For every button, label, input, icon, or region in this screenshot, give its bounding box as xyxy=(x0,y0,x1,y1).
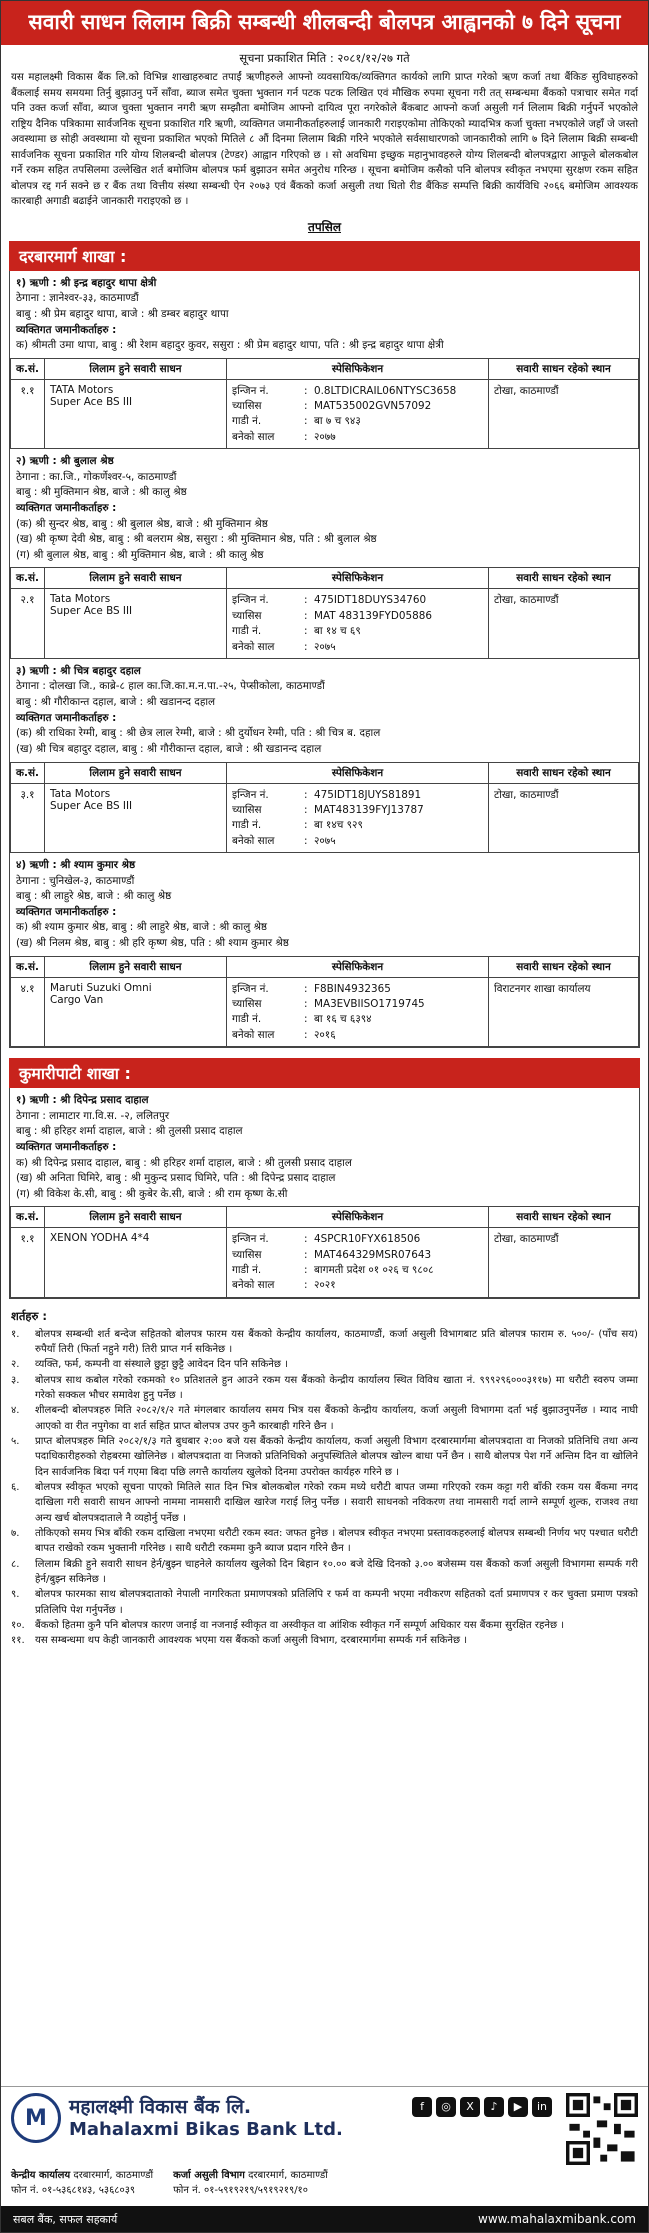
borrower-info-line: बाबु : श्री हरिहर शर्मा दाहाल, बाजे : श्री तुलसी प्रसाद दाहाल xyxy=(16,1125,243,1138)
guarantor-line: (ख) श्री निलम श्रेष्ठ, बाबु : श्री हरि कृष्ण श्रेष्ठ, पति : श्री श्याम कुमार श्रेष्ठ xyxy=(16,937,289,950)
spec-colon: : xyxy=(304,819,308,832)
bank-name-nepali: महालक्ष्मी विकास बैंक लि. xyxy=(69,2096,252,2118)
vehicle-spec xyxy=(227,379,489,448)
guarantor-line: (ग) श्री विकेश के.सी, बाबु : श्री कुबेर के.सी, बाजे : श्री राम कृष्ण के.सी xyxy=(16,1187,288,1200)
spec-colon: : xyxy=(304,609,308,622)
borrower-info-line: बाबु : श्री प्रेम बहादुर थापा, बाजे : श्री डम्बर बहादुर थापा xyxy=(16,307,229,320)
spec-value-chassis: MAT 483139FYD05886 xyxy=(314,609,432,622)
column-header: लिलाम हुने सवारी साधन xyxy=(45,358,227,379)
linkedin-icon[interactable]: in xyxy=(532,2097,552,2117)
term-text: व्यक्ति, फर्म, कम्पनी वा संस्थाले छुट्टा छुट्टै आवेदन दिन पनि सकिनेछ । xyxy=(35,1359,288,1371)
branch-section xyxy=(9,271,640,1048)
vehicle-sn: ४.१ xyxy=(11,977,45,1046)
spec-label: च्यासिस xyxy=(232,1248,262,1261)
column-header: स्पेसिफिकेशन xyxy=(227,956,489,977)
spec-value-chassis: MAT464329MSR07643 xyxy=(314,1248,432,1261)
recovery-label: कर्जा असुली विभाग xyxy=(173,2170,245,2181)
column-header: क.सं. xyxy=(11,956,45,977)
column-header: लिलाम हुने सवारी साधन xyxy=(45,762,227,783)
spec-colon: : xyxy=(304,997,308,1010)
spec-label: बनेको साल xyxy=(232,1028,275,1041)
term-number: ८. xyxy=(11,1558,20,1570)
table-header-row xyxy=(11,358,639,379)
guarantor-line: क) श्री दिपेन्द्र प्रसाद दाहाल, बाबु : श्री हरिहर शर्मा दाहाल, बाजे : श्री तुलसी प्रसाद दाहाल xyxy=(16,1156,352,1169)
vehicle-location: टोखा, काठमाण्डौं xyxy=(489,1228,639,1297)
branch-heading: दरबारमार्ग शाखा : xyxy=(9,241,640,271)
term-item xyxy=(11,1557,638,1588)
spec-colon: : xyxy=(304,384,308,397)
column-header: लिलाम हुने सवारी साधन xyxy=(45,956,227,977)
guarantor-line: क) श्रीमती उमा थापा, बाबु : श्री रेशम बहादुर कुवर, ससुरा : श्री प्रेम बहादुर थापा, पति : श्री इन्द्र बहादुर थापा क्षेत्री xyxy=(16,339,444,352)
spec-colon: : xyxy=(304,1013,308,1026)
spec-colon: : xyxy=(304,1028,308,1041)
guarantor-heading: व्यक्तिगत जमानीकर्ताहरु : xyxy=(16,1140,117,1153)
spec-colon: : xyxy=(304,1248,308,1261)
spec-colon: : xyxy=(304,982,308,995)
spec-value-engine: 4SPCR10FYX618506 xyxy=(314,1233,421,1246)
term-item xyxy=(11,1633,638,1648)
borrower-name: १) ऋणी : श्री इन्द्र बहादुर थापा क्षेत्री xyxy=(16,276,157,289)
column-header: सवारी साधन रहेको स्थान xyxy=(489,762,639,783)
recovery-place: दरबारमार्ग, काठमाण्डौं xyxy=(248,2170,328,2181)
borrower-name: ४) ऋणी : श्री श्याम कुमार श्रेष्ठ xyxy=(16,858,136,871)
footer xyxy=(1,2086,648,2204)
website-link[interactable]: www.mahalaxmibank.com xyxy=(478,2212,636,2226)
spec-grid xyxy=(232,593,483,653)
term-text: बोलपत्र सम्बन्धी शर्त बन्देज सहितको बोलपत्र फारम यस बैंकको केन्द्रीय कार्यालय, काठमाण्डौं, कर्जा असुली विभागबाट प्रति बोलपत्र फाराम रु. ५००/- (पाँच सय) रुपैयाँ तिरी (फिर्ता नहुने गरी) तिरी प्राप्त गर्न सकिनेछ । xyxy=(35,1328,638,1356)
term-text: बैंकको हितमा कुनै पनि बोलपत्र कारण जनाई वा नजनाई स्वीकृत वा अस्वीकृत वा आंशिक स्वीकृत गर्ने सम्पूर्ण अधिकार यस बैंकमा सुरक्षित रहनेछ । xyxy=(35,1620,565,1631)
spec-colon: : xyxy=(304,640,308,653)
borrower-details xyxy=(10,659,639,762)
spec-grid xyxy=(232,788,483,848)
spec-label: इन्जिन नं. xyxy=(232,594,269,607)
spec-label: इन्जिन नं. xyxy=(232,788,269,801)
vehicle-location: टोखा, काठमाण्डौं xyxy=(489,379,639,448)
borrower-name: ३) ऋणी : श्री चित्र बहादुर दहाल xyxy=(16,664,141,677)
table-row xyxy=(11,977,639,1046)
column-header: स्पेसिफिकेशन xyxy=(227,762,489,783)
spec-colon: : xyxy=(304,1264,308,1277)
vehicle-name: Maruti Suzuki Omni Cargo Van xyxy=(45,977,227,1046)
guarantor-line: (ख) श्री अनिता घिमिरे, बाबु : श्री मुकुन्द प्रसाद घिमिरे, पति : श्री दिपेन्द्र प्रसाद दाहाल xyxy=(16,1172,336,1185)
borrower-details xyxy=(10,1088,639,1206)
social-links xyxy=(412,2097,552,2117)
spec-value-reg: बा ७ च ९४३ xyxy=(314,415,361,428)
column-header: सवारी साधन रहेको स्थान xyxy=(489,358,639,379)
vehicle-sn: १.१ xyxy=(11,379,45,448)
table-header-row xyxy=(11,568,639,589)
intro-paragraph: यस महालक्ष्मी विकास बैंक लि.को विभिन्न शाखाहरुबाट तपाईं ऋणीहरुले आफ्नो व्यवसायिक/व्यक्तिगत कार्यको लागि प्राप्त गरेको ऋण कर्जा तथा बैंकिङ सुविधाहरुको बैंकलाई समय समयमा तिर्नु बुझाउनु पर्ने साँवा, ब्याज समेत चुक्ता भुक्तान गर्न पटक पटक लिखित एवं मौखिक रुपमा सूचना गरी तत् सम्बन्धमा बैंकको पत्राचार समेत गर्दा पनि उक्त कर्जा साँवा, ब्याज चुक्ता भुक्तान नगरी ऋण सम्झौता बमोजिम आफ्नो दायित्व पूरा नगरेकोले बैंकबाट आफ्नो कर्जा असुली गर्न लिलाम बिक्री गर्नुपर्ने भएकोले राष्ट्रिय दैनिक पत्रिकामा सार्वजनिक सूचना प्रकाशित गरि ऋणी, व्यक्तिगत जमानीकर्ताहरुलाई जानकारी गराइएकोमा तोकिएको म्यादभित्र कर्जा चुक्ता नभएकोले जहाँ जे जस्तो अवस्थामा छ सोही अवस्थामा यो सूचना प्रकाशित भएको मितिले ८ औं दिनमा लिलाम बिक्री गरिने भएकोले सर्वसाधारणको जानकारीको लागि ७ दिने लिलाम बिक्री सम्बन्धी सार्वजनिक सूचना प्रकाशित गरि योग्य शिलबन्दी बोलपत्र (टेण्डर) आह्वान गरिएको छ । सो अवधिमा इच्छुक महानुभावहरुले योग्य शिलबन्दी बोलपत्रद्वारा आफूले बोलकबोल गर्ने रकम सहित तपसिलमा उल्लेखित शर्त बमोजिम बोलपत्र फर्म बुझाउन समेत अनुरोध गरिन्छ । सूचना बमोजिम कसैको पनि बोलपत्र स्वीकृत नभएमा सुरक्षण रकम सहित बोलपत्र रद्द गर्न सक्ने छ र बैंक तथा वित्तीय संस्था सम्बन्धी ऐन २०७३ एवं बैंकको कर्जा असुली तथा धितो रीड बैंकिङ सम्पत्ति बिक्री कार्यविधि २०६६ बमोजिम आवश्यक कारबाही अगाडी बढाईने जानकारी गराइएको छ । xyxy=(11,72,638,208)
column-header: स्पेसिफिकेशन xyxy=(227,358,489,379)
term-item xyxy=(11,1618,638,1633)
term-number: ७. xyxy=(11,1528,20,1540)
term-text: लिलाम बिक्री हुने सवारी साधन हेर्न/बुझ्न चाहनेले कार्यालय खुलेको दिन बिहान १०.०० बजे देखि दिनको ३.०० बजेसम्म यस बैंकको कर्जा असुली विभागमा सम्पर्क गरी हेर्न/बुझ्न सकिनेछ । xyxy=(35,1558,638,1586)
table-header-row xyxy=(11,956,639,977)
spec-value-chassis: MA3EVBIISO1719745 xyxy=(314,997,425,1010)
spec-value-engine: 0.8LTDICRAIL06NTYSC3658 xyxy=(314,384,457,397)
column-header: सवारी साधन रहेको स्थान xyxy=(489,568,639,589)
spec-label: इन्जिन नं. xyxy=(232,982,269,995)
spec-grid xyxy=(232,384,483,444)
guarantor-heading: व्यक्तिगत जमानीकर्ताहरु : xyxy=(16,323,117,336)
spec-value-reg: बागमती प्रदेश ०१ ०२६ च ९८०८ xyxy=(314,1264,434,1277)
vehicle-spec xyxy=(227,783,489,852)
term-number: २. xyxy=(11,1359,20,1371)
spec-label: च्यासिस xyxy=(232,997,262,1010)
spec-colon: : xyxy=(304,625,308,638)
column-header: सवारी साधन रहेको स्थान xyxy=(489,956,639,977)
spec-label: बनेको साल xyxy=(232,1279,275,1292)
spec-colon: : xyxy=(304,1233,308,1246)
guarantor-line: (ख) श्री कृष्ण देवी श्रेष्ठ, बाबु : श्री बलराम श्रेष्ठ, ससुरा : श्री मुक्तिमान श्रेष्ठ, पति : श्री बुलाल श्रेष्ठ xyxy=(16,533,377,546)
vehicle-table xyxy=(10,762,639,853)
borrower-info-line: ठेगाना : चुनिखेल-३, काठमाण्डौं xyxy=(16,874,135,887)
tagline: सबल बैंक, सफल सहकार्य xyxy=(13,2212,118,2226)
term-item xyxy=(11,1587,638,1618)
spec-value-reg: बा १४ च ६९ xyxy=(314,625,361,638)
notice-title: सवारी साधन लिलाम बिक्री सम्बन्धी शीलबन्दी बोलपत्र आह्वानको ७ दिने सूचना xyxy=(1,1,648,45)
spec-value-year: २०७७ xyxy=(314,430,336,443)
term-item xyxy=(11,1480,638,1526)
bank-logo-icon: M xyxy=(11,2093,61,2143)
vehicle-sn: ३.१ xyxy=(11,783,45,852)
spec-label: च्यासिस xyxy=(232,803,262,816)
spec-colon: : xyxy=(304,594,308,607)
spec-value-chassis: MAT483139FYJ13787 xyxy=(314,803,424,816)
column-header: लिलाम हुने सवारी साधन xyxy=(45,1207,227,1228)
spec-value-reg: बा १४च ९२९ xyxy=(314,819,363,832)
column-header: सवारी साधन रहेको स्थान xyxy=(489,1207,639,1228)
publish-date: सूचना प्रकाशित मिति : २०८१/१२/२७ गते xyxy=(239,51,410,66)
borrower-name: १) ऋणी : श्री दिपेन्द्र प्रसाद दाहाल xyxy=(16,1094,149,1107)
central-office-phone: फोन नं. ०१-५३६८१४३, ५३६८०३९ xyxy=(11,2184,136,2196)
spec-colon: : xyxy=(304,834,308,847)
terms-list xyxy=(1,1327,648,1649)
guarantor-line: (क) श्री राधिका रेग्मी, बाबु : श्री छेत्र लाल रेग्मी, बाजे : श्री दुर्योधन रेग्मी, पति : श्री चित्र ब. दहाल xyxy=(16,727,381,740)
vehicle-name: TATA Motors Super Ace BS III xyxy=(45,379,227,448)
spec-grid xyxy=(232,1232,483,1292)
vehicle-sn: १.१ xyxy=(11,1228,45,1297)
vehicle-location: विराटनगर शाखा कार्यालय xyxy=(489,977,639,1046)
borrower-info-line: बाबु : श्री गौरीकान्त दहाल, बाजे : श्री खडानन्द दहाल xyxy=(16,696,216,709)
recovery-phone: फोन नं. ०१-५९१९२१९/५९१९२१९/१० xyxy=(173,2184,308,2196)
table-row xyxy=(11,379,639,448)
borrower-info-line: ठेगाना : का.जि., गोकर्णेश्वर-५, काठमाण्डौं xyxy=(16,470,177,483)
borrower-info-line: बाबु : श्री लाहुरे श्रेष्ठ, बाजे : श्री कालु श्रेष्ठ xyxy=(16,890,172,903)
borrower-info-line: ठेगाना : लामाटार गा.वि.स. -२, ललितपुर xyxy=(16,1109,170,1122)
borrower-info-line: बाबु : श्री मुक्तिमान श्रेष्ठ, बाजे : श्री कालु श्रेष्ठ xyxy=(16,486,187,499)
vehicle-name: Tata Motors Super Ace BS III xyxy=(45,783,227,852)
spec-label: गाडी नं. xyxy=(232,625,262,638)
spec-label: इन्जिन नं. xyxy=(232,384,269,397)
vehicle-spec xyxy=(227,589,489,658)
terms-heading: शर्तहरु : xyxy=(11,1308,47,1323)
spec-value-year: २०७५ xyxy=(314,834,336,847)
guarantor-line: (ख) श्री चित्र बहादुर दहाल, बाबु : श्री गौरीकान्त दहाल, बाजे : श्री खडानन्द दहाल xyxy=(16,742,322,755)
column-header: क.सं. xyxy=(11,1207,45,1228)
term-item xyxy=(11,1357,638,1372)
term-item xyxy=(11,1434,638,1480)
spec-colon: : xyxy=(304,415,308,428)
branch-heading: कुमारीपाटी शाखा : xyxy=(9,1058,640,1088)
table-header-row xyxy=(11,762,639,783)
term-text: बोलपत्र फारमका साथ बोलपत्रदाताको नेपाली नागरिकता प्रमाणपत्रको प्रतिलिपि र फर्म वा कम्पनी भएमा नवीकरण सहितको दर्ता प्रमाणपत्र र कर चुक्ता प्रमाण पत्रको प्रतिलिपि पेश गर्नुपर्नेछ । xyxy=(35,1589,638,1616)
term-number: ९. xyxy=(11,1589,20,1601)
term-item xyxy=(11,1403,638,1434)
vehicle-table xyxy=(10,956,639,1047)
branch-section xyxy=(9,1088,640,1299)
term-text: तोकिएको समय भित्र बाँकी रकम दाखिला नभएमा धरौटी रकम स्वत: जफत हुनेछ । बोलपत्र स्वीकृत नभएमा प्रस्तावकहरुलाई बोलपत्र सम्बन्धी निर्णय भए पश्चात धरौटी बापत राखेको रकम भुक्तानी गरिनेछ । साथै धरौटी रकममा कुनै ब्याज प्रदान गरिने छैन । xyxy=(35,1528,638,1555)
term-number: ४. xyxy=(11,1405,20,1417)
spec-value-year: २०१६ xyxy=(314,1028,336,1041)
spec-label: बनेको साल xyxy=(232,834,275,847)
column-header: क.सं. xyxy=(11,358,45,379)
vehicle-sn: २.१ xyxy=(11,589,45,658)
vehicle-table xyxy=(10,1206,639,1297)
spec-label: बनेको साल xyxy=(232,640,275,653)
spec-colon: : xyxy=(304,430,308,443)
spec-value-engine: 475IDT18JUYS81891 xyxy=(314,788,422,801)
vehicle-table xyxy=(10,358,639,449)
term-number: १०. xyxy=(11,1620,25,1631)
term-item xyxy=(11,1373,638,1404)
x-icon[interactable]: X xyxy=(460,2097,480,2117)
borrower-details xyxy=(10,271,639,358)
spec-value-reg: बा १६ च ६३९४ xyxy=(314,1013,372,1026)
term-text: बोलपत्र स्वीकृत भएको सूचना पाएको मितिले सात दिन भित्र बोलकबोल गरेको रकम मध्ये धरौटी बापत जम्मा गरिएको रकम कट्टा गरी बाँकी रकम यस बैंकमा नगद दाखिला गरी सवारी साधन आफ्नो नाममा नामसारी दाखिल खारेज गराई लिनु पर्नेछ । सवारी साधनको नविकरण तथा नामसारी गर्दा लाग्ने सम्पूर्ण शुल्क, राजश्व तथा अन्य खर्च बोलपत्रदाताले नै व्यहोर्नु पर्नेछ । xyxy=(35,1482,638,1524)
central-office xyxy=(11,2169,153,2198)
instagram-icon[interactable]: ◎ xyxy=(436,2097,456,2117)
guarantor-line: (ग) श्री बुलाल श्रेष्ठ, बाबु : श्री मुक्तिमान श्रेष्ठ, बाजे : श्री कालु श्रेष्ठ xyxy=(16,548,264,561)
term-text: यस सम्बन्धमा थप केही जानकारी आवश्यक भएमा यस बैंकको कर्जा असुली विभाग, दरबारमार्गमा सम्पर्क गर्न सकिनेछ । xyxy=(35,1635,468,1647)
spec-label: गाडी नं. xyxy=(232,1264,262,1277)
spec-value-year: २०२१ xyxy=(314,1279,336,1292)
column-header: क.सं. xyxy=(11,568,45,589)
term-text: बोलपत्र साथ कबोल गरेको रकमको १० प्रतिशतले हुन आउने रकम यस बैंकको केन्द्रीय कार्यालय स्थित विविध खाता नं. ९९९२९६०००३११७) मा धरौटी स्वरुप जम्मा गरेको सक्कल भौचर समावेश हुनु पर्नेछ । xyxy=(35,1374,638,1402)
vehicle-spec xyxy=(227,977,489,1046)
table-row xyxy=(11,589,639,658)
spec-value-year: २०७५ xyxy=(314,640,336,653)
vehicle-name: Tata Motors Super Ace BS III xyxy=(45,589,227,658)
table-header-row xyxy=(11,1207,639,1228)
column-header: क.सं. xyxy=(11,762,45,783)
spec-value-chassis: MAT535002GVN57092 xyxy=(314,400,432,413)
vehicle-table xyxy=(10,567,639,658)
spec-value-engine: 475IDT18DUYS34760 xyxy=(314,594,427,607)
table-row xyxy=(11,1228,639,1297)
qr-code-icon xyxy=(566,2093,638,2165)
spec-label: गाडी नं. xyxy=(232,819,262,832)
term-number: ३. xyxy=(11,1374,20,1386)
vehicle-name: XENON YODHA 4*4 xyxy=(45,1228,227,1297)
term-item xyxy=(11,1526,638,1557)
guarantor-heading: व्यक्तिगत जमानीकर्ताहरु : xyxy=(16,905,117,918)
schedule-heading: तपसिल xyxy=(307,219,341,234)
guarantor-heading: व्यक्तिगत जमानीकर्ताहरु : xyxy=(16,711,117,724)
spec-label: इन्जिन नं. xyxy=(232,1233,269,1246)
spec-label: बनेको साल xyxy=(232,430,275,443)
guarantor-line: क) श्री श्याम कुमार श्रेष्ठ, बाबु : श्री लाहुरे श्रेष्ठ, बाजे : श्री कालु श्रेष्ठ xyxy=(16,921,268,934)
spec-colon: : xyxy=(304,788,308,801)
central-office-label: केन्द्रीय कार्यालय xyxy=(11,2170,71,2181)
branches-container xyxy=(1,241,648,1299)
bank-name-english: Mahalaxmi Bikas Bank Ltd. xyxy=(69,2119,343,2140)
spec-grid xyxy=(232,982,483,1042)
tiktok-icon[interactable]: ♪ xyxy=(484,2097,504,2117)
recovery-department xyxy=(173,2169,328,2198)
column-header: स्पेसिफिकेशन xyxy=(227,568,489,589)
vehicle-spec xyxy=(227,1228,489,1297)
spec-label: गाडी नं. xyxy=(232,415,262,428)
spec-value-engine: F8BIN4932365 xyxy=(314,982,391,995)
facebook-icon[interactable]: f xyxy=(412,2097,432,2117)
spec-colon: : xyxy=(304,400,308,413)
term-text: प्राप्त बोलपत्रहरु मिति २०८२/१/३ गते बुधबार २:०० बजे यस बैंकको केन्द्रीय कार्यालय, कर्जा असुली विभाग दरबारमार्गमा बोलपत्रदाता वा निजको प्रतिनिधि तथा अन्य पदाधिकारीहरुको रोहबरमा खोलिनेछ । बोलपत्रदाता वा निजको प्रतिनिधिको अनुपस्थितिले बोलपत्र खोल्न बाधा पर्ने छैन । साथै बोलपत्र पेश गर्ने अन्तिम दिन वा खोलिने दिन सार्वजनिक बिदा पर्न गएमा बिदा पछि लगत्तै कार्यालय खुलेको दिनमा उपरोक्त कार्यहरु गरिने छ । xyxy=(35,1436,638,1478)
vehicle-location: टोखा, काठमाण्डौं xyxy=(489,589,639,658)
borrower-info-line: ठेगाना : दोलखा जि., काब्रे-८ हाल का.जि.का.म.न.पा.-२५, पेप्सीकोला, काठमाण्डौं xyxy=(16,680,325,693)
borrower-info-line: ठेगाना : ज्ञानेश्वर-३३, काठमाण्डौं xyxy=(16,292,139,305)
borrower-details xyxy=(10,853,639,956)
column-header: स्पेसिफिकेशन xyxy=(227,1207,489,1228)
term-item xyxy=(11,1327,638,1358)
borrower-details xyxy=(10,449,639,567)
term-number: ५. xyxy=(11,1436,20,1448)
column-header: लिलाम हुने सवारी साधन xyxy=(45,568,227,589)
guarantor-heading: व्यक्तिगत जमानीकर्ताहरु : xyxy=(16,502,117,514)
spec-label: च्यासिस xyxy=(232,400,262,413)
spec-colon: : xyxy=(304,1279,308,1292)
term-number: ६. xyxy=(11,1482,20,1494)
term-text: शीलबन्दी बोलपत्रहरु मिति २०८२/१/२ गते मंगलबार कार्यालय समय भित्र यस बैंकको केन्द्रीय कार्यालय, कर्जा असुली विभागमा दर्ता भई बुझाउनुपर्नेछ । म्याद नाघी आएको वा रीत नपुगेका वा शर्त सहित प्राप्त बोलपत्र उपर कुनै कारबाही गरिने छैन । xyxy=(35,1405,638,1432)
vehicle-location: टोखा, काठमाण्डौं xyxy=(489,783,639,852)
term-number: ११. xyxy=(11,1635,25,1647)
spec-colon: : xyxy=(304,803,308,816)
youtube-icon[interactable]: ▶ xyxy=(508,2097,528,2117)
spec-label: गाडी नं. xyxy=(232,1013,262,1026)
spec-label: च्यासिस xyxy=(232,609,262,622)
borrower-name: २) ऋणी : श्री बुलाल श्रेष्ठ xyxy=(16,455,114,468)
central-office-place: दरबारमार्ग, काठमाण्डौं xyxy=(73,2170,154,2181)
guarantor-line: (क) श्री सुन्दर श्रेष्ठ, बाबु : श्री बुलाल श्रेष्ठ, बाजे : श्री मुक्तिमान श्रेष्ठ xyxy=(16,517,268,530)
term-number: १. xyxy=(11,1328,20,1340)
bottom-bar xyxy=(1,2206,648,2232)
table-row xyxy=(11,783,639,852)
